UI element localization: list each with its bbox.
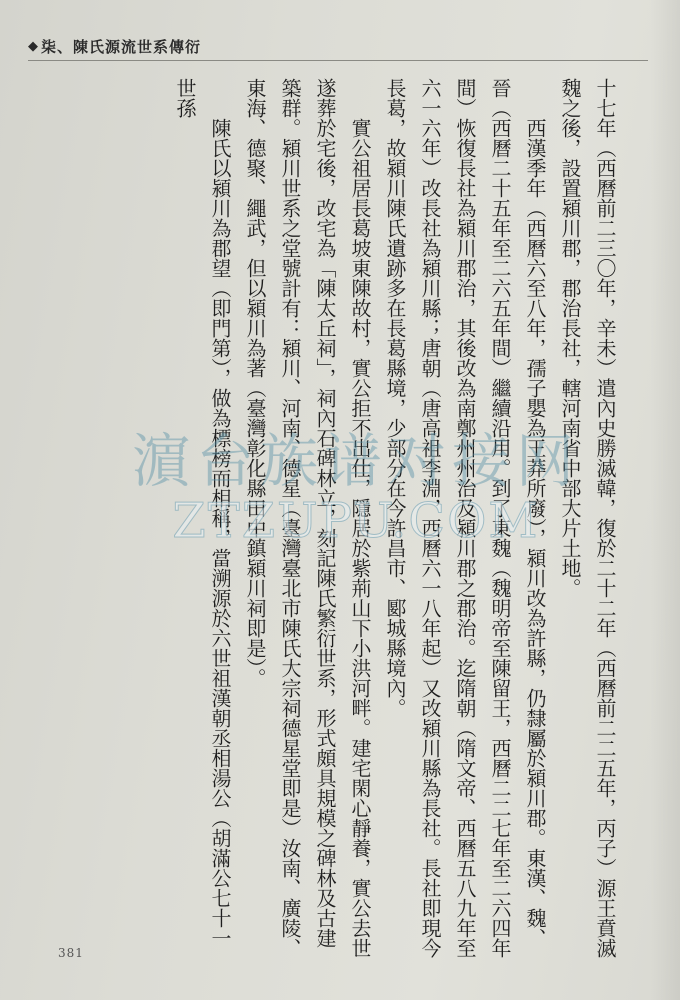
running-header — [28, 36, 201, 57]
paragraph: 十七年（西曆前二三〇年，辛未）遣內史勝滅韓，復於二十二年（西曆前二二五年，丙子）源王賁滅魏之後，設置潁川郡，郡治長社，轄河南省中部大片土地。 — [558, 78, 617, 958]
paragraph: 西漢季年（西曆六至八年，孺子嬰為王莽所廢），潁川改為許縣，仍隸屬於潁川郡。東漢、魏、晉（西曆二十五年至二六五年間）繼續沿用。到了東魏（魏明帝至陳留王，西曆二二七年至二六四年間）恢復長社為潁川郡治，其後改為南鄭州州治及潁川郡之郡治。迄隋朝（隋文帝、西曆五八九年至六一六年）改長社為潁川縣；唐朝（唐高祖李淵，西曆六一八年起）又改潁川縣為長社。長社即現今長葛，故潁川陳氏遺跡多在長葛縣境，少部分在今許昌市、郾城縣境內。 — [383, 78, 547, 958]
vertical-text-block — [167, 78, 622, 958]
diamond-icon: ◆ — [28, 39, 39, 54]
paragraph: 實公祖居長葛坡東陳故村，實公拒不出仕，隱居於紫荊山下小洪河畔。建宅閑心靜養，實公去世遂葬於宅後，改宅為「陳太丘祠」，祠內石碑林立，刻記陳氏繁衍世系，形式頗具規模之碑林及古建築群。潁川世系之堂號計有：潁川、河南、德星（臺灣臺北市陳氏大宗祠德星堂即是）汝南、廣陵、東海、德聚、繩武，但以潁川為著（臺灣彰化縣田中鎮潁川祠即是）。 — [243, 78, 372, 958]
header-divider — [28, 60, 648, 61]
watermark-url: ZTZUPU.COM — [172, 493, 540, 549]
page-number: 381 — [58, 946, 84, 960]
watermark-text: 濵台族谱对接网 — [131, 427, 580, 495]
paragraph: 陳氏以潁川為郡望（即門第），做為標榜而相稱，當溯源於六世祖漢朝丞相湯公（胡滿公七十一世孫 — [173, 78, 232, 948]
chapter-title: 柒、陳氏源流世系傳衍 — [41, 38, 202, 56]
